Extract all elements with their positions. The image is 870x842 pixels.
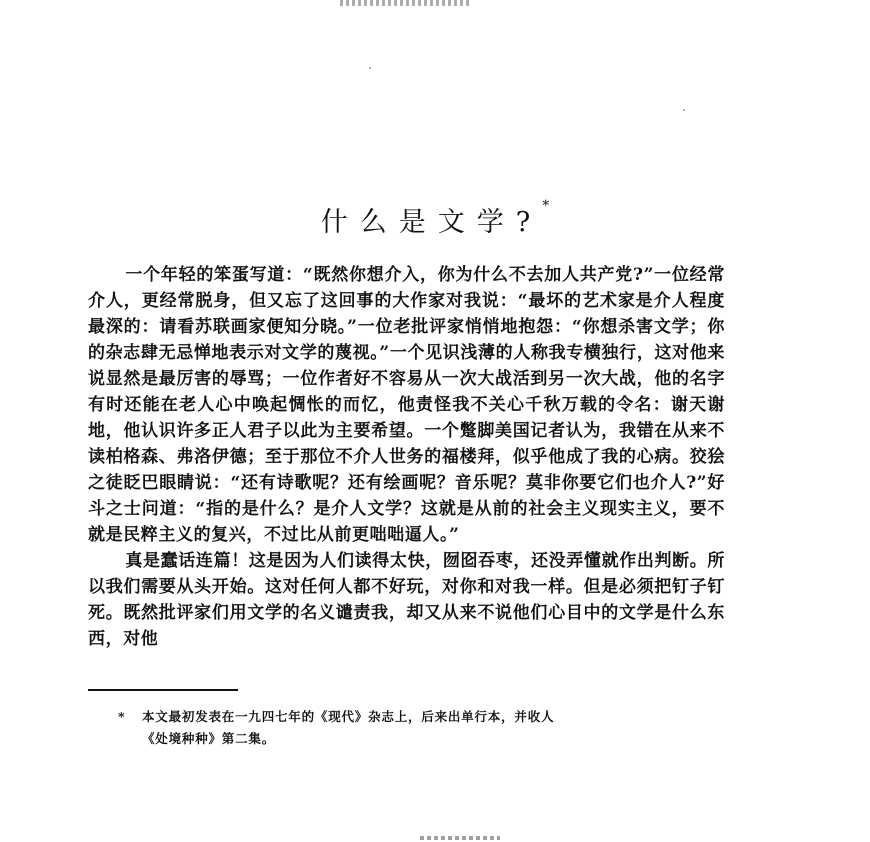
paragraph-1: 一个年轻的笨蛋写道：“既然你想介入，你为什么不去加人共产党?”一位经常介人，更经常脱身，但又忘了这回事的大作家对我说：“最坏的艺术家是介人程度最深的：请看苏联画家便知分晓。”一位老批评家悄悄地抱怨：“你想杀害文学；你的杂志肆无忌惮地表示对文学的蔑视。”一个见识浅薄的人称我专横独行，这对他来说显然是最厉害的辱骂；一位作者好不容易从一次大战活到另一次大战，他的名字有时还能在老人心中唤起惆怅的而忆，他责怪我不关心千秋万载的令名：谢天谢地，他认识许多正人君子以此为主要希望。一个蹩脚美国记者认为，我错在从来不读柏格森、弗洛伊德；至于那位不介人世务的福楼拜，似乎他成了我的心病。狡狯之徒眨巴眼睛说：“还有诗歌呢？还有绘画呢？音乐呢？莫非你要它们也介人?”好斗之士问道：“指的是什么？是介人文学？这就是从前的社会主义现实主义，要不就是民粹主义的复兴，不过比从前更咄咄逼人。” — [88, 265, 725, 545]
scan-top-artifact — [340, 0, 470, 6]
footnote-mark: * — [118, 709, 126, 724]
paragraph-2: 真是蠢话连篇！这是因为人们读得太快，囫囵吞枣，还没弄懂就作出判断。所以我们需要从头开始。这对任何人都不好玩，对你和对我一样。但是必须把钉子钉死。既然批评家们用文学的名义谴责我，却又从来不说他们心目中的文学是什么东西，对他 — [88, 551, 725, 649]
title-text: 什么是文学? — [320, 207, 543, 238]
footnote — [118, 706, 723, 750]
scan-speck — [369, 67, 371, 69]
footnote-divider — [88, 689, 238, 691]
page-title — [0, 200, 870, 239]
scan-speck — [683, 109, 685, 111]
scan-bottom-artifact — [420, 836, 500, 840]
body-text — [88, 262, 725, 652]
footnote-line-2: 《处境种种》第二集。 — [142, 731, 276, 746]
footnote-line-1: 本文最初发表在一九四七年的《现代》杂志上，后来出单行本，并收人 — [142, 709, 555, 724]
title-footnote-mark: * — [542, 198, 550, 214]
